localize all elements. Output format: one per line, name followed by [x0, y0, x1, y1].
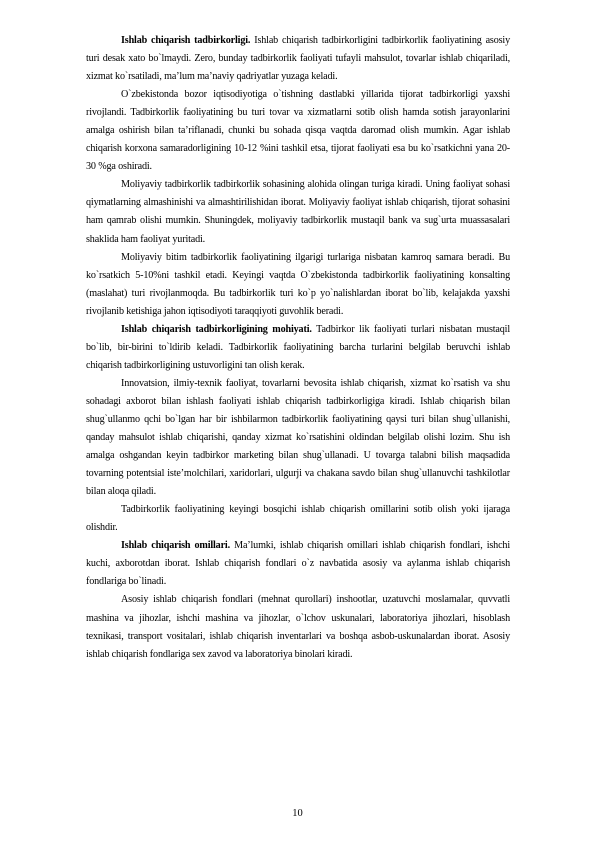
paragraph-heading: Ishlab chiqarish tadbirkorligining mohiyati.	[121, 323, 312, 335]
paragraph-text: Tadbirkor lik faoliyati turlari nisbatan mustaqil bo`lib, bir-birini to`ldirib keladi. Tadbirkorlik faoliyatining barcha turlarini belgilab beruvchi ishlab chiqarish tadbirkorligining ustuvorligini tan olish kerak.	[86, 323, 510, 371]
paragraph-commercial-entrepreneurship	[86, 86, 510, 176]
paragraph-text: Asosiy ishlab chiqarish fondlari (mehnat qurollari) inshootlar, uzatuvchi moslamalar, quvvatli mashina va jihozlar, ishchi mashina va jihozlar, o`lchov uskunalari, laboratoriya jihozlari, hisoblash texnikasi, transport vositalari, ishlab chiqarish inventarlari va boshqa asbob-uskunalardan iborat. Asosiy ishlab chiqarish fondlariga sex zavod va laboratoriya binolari kiradi.	[86, 594, 510, 660]
paragraph-heading: Ishlab chiqarish tadbirkorligi.	[121, 35, 251, 46]
paragraph-text: Moliyaviy bitim tadbirkorlik faoliyatining ilgarigi turlariga nisbatan kamroq samara beradi. Bu ko`rsatkich 5-10%ni tashkil etadi. Keyingi vaqtda O`zbekistonda tadbirkorlik faoliyatining konsalting (maslahat) turi rivojlanmoqda. Bu tadbirkorlik turi ko`p yo`nalishlardan iborat bo`lib, kelajakda yaxshi rivojlanib ketishiga jahon iqtisodiyoti taraqqiyoti guvohlik beradi.	[86, 251, 510, 317]
paragraph-production-factors	[86, 537, 510, 591]
paragraph-financial-entrepreneurship	[86, 176, 510, 248]
paragraph-financial-deal	[86, 249, 510, 321]
page-number: 10	[292, 808, 303, 819]
paragraph-text: Ma’lumki, ishlab chiqarish omillari ishlab chiqarish fondlari, ishchi kuchi, axborotdan iborat. Ishlab chiqarish fondlari o`z navbatida asosiy va aylanma ishlab chiqarish fondlariga bo`linadi.	[86, 540, 510, 588]
paragraph-production-entrepreneurship	[86, 32, 510, 86]
paragraph-text: Tadbirkorlik faoliyatining keyingi bosqichi ishlab chiqarish omillarini sotib olish yoki ijaraga olishdir.	[86, 504, 510, 534]
paragraph-text: Moliyaviy tadbirkorlik tadbirkorlik sohasining alohida olingan turiga kiradi. Uning faoliyat sohasi qiymatlarning almashinishi va almashtirilishidan iborat. Moliyaviy faoliyat ishlab chiqarish, tijorat sohasini ham qamrab olishi mumkin. Shuningdek, moliyaviy tadbirkorlik mustaqil bank va sug`urta muassasalari shaklida ham faoliyat yuritadi.	[86, 179, 510, 245]
paragraph-next-stage	[86, 501, 510, 537]
paragraph-text: O`zbekistonda bozor iqtisodiyotiga o`tishning dastlabki yillarida tijorat tadbirkorligi yaxshi rivojlandi. Tadbirkorlik faoliyatining bu turi tovar va xizmatlarni sotib olish hamda sotish jarayonlarini amalga oshirish bilan ta’riflanadi, chunki bu sohada qisqa vaqtda daromad olish mumkin. Agar ishlab chiqarish korxona samaradorligining 10-12 %ini tashkil etsa, tijorat faoliyati esa bu ko`rsatkichni yana 20-30 %ga oshiradi.	[86, 89, 510, 173]
paragraph-fixed-assets	[86, 591, 510, 663]
paragraph-text: Ishlab chiqarish tadbirkorligini tadbirkorlik faoliyatining asosiy turi desak xato bo`lmaydi. Zero, bunday tadbirkorlik faoliyati tufayli mahsulot, tovarlar ishlab chiqariladi, xizmat ko`rsatiladi, ma’lum ma’naviy qadriyatlar yuzaga keladi.	[86, 35, 510, 83]
paragraph-text: Innovatsion, ilmiy-texnik faoliyat, tovarlarni bevosita ishlab chiqarish, xizmat ko`rsatish va shu sohadagi axborot bilan ishlash faoliyati ishlab chiqarish tadbirkorligiga kiradi. Ishlab chiqarish bilan shug`ullanmo qchi bo`lgan har bir ishbilarmon tadbirkorlik faoliyatining qaysi turi bilan shug`ullanishi, qanday mahsulot ishlab chiqarishi, qanday xizmat ko`rsatishini oldindan belgilab olishi lozim. Shu ish amalga oshgandan keyin tadbirkor marketing bilan shug`ullanadi. U tovarga talabni bilish maqsadida tovarning potentsial iste’molchilari, xaridorlari, ulgurji va chakana savdo bilan shug`ullanuvchi tashkilotlar bilan aloqa qiladi.	[86, 377, 510, 498]
paragraph-heading: Ishlab chiqarish omillari.	[121, 540, 230, 552]
document-body	[86, 32, 510, 664]
paragraph-innovation	[86, 375, 510, 501]
paragraph-essence	[86, 321, 510, 375]
